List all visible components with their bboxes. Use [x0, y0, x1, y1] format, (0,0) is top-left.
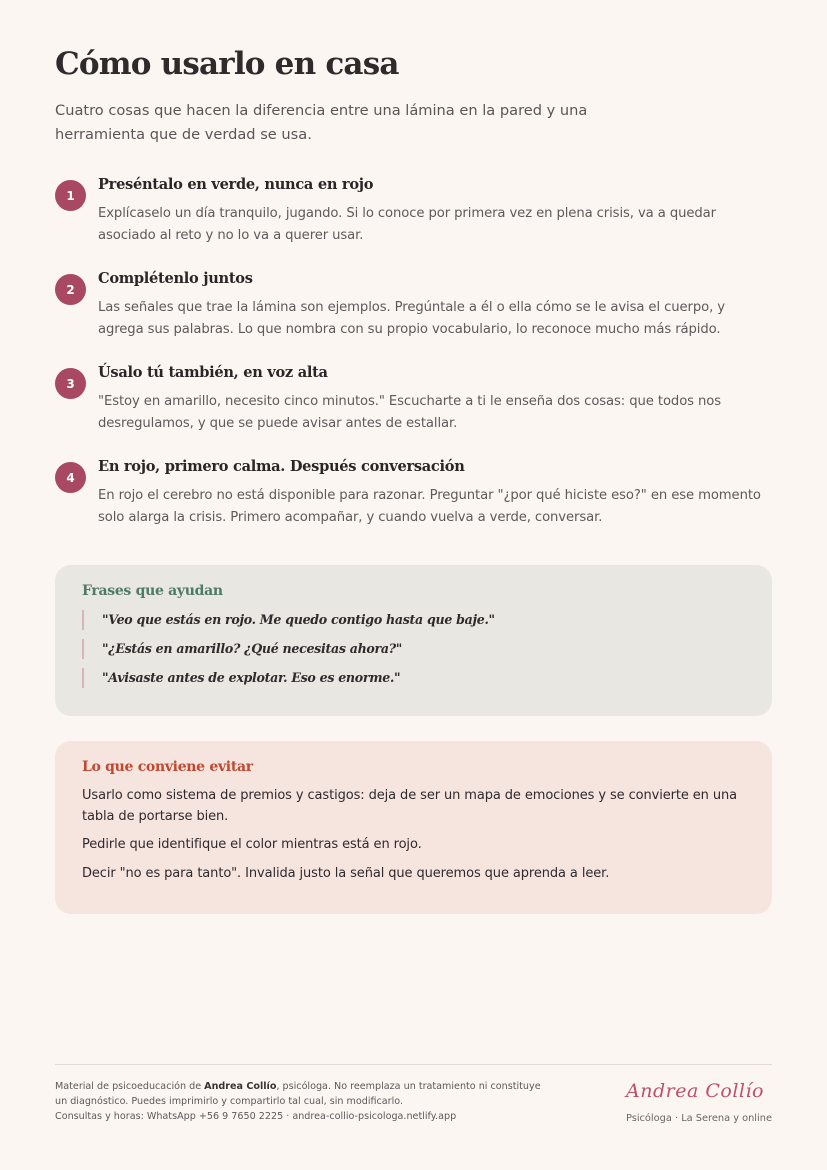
- phrase-quote: "¿Estás en amarillo? ¿Qué necesitas ahora?": [82, 639, 745, 659]
- step-item: [55, 270, 772, 364]
- footer-disclaimer: [55, 1079, 555, 1124]
- footer-contact: Consultas y horas: WhatsApp +56 9 7650 2225 · andrea-collio-psicologa.netlify.app: [55, 1111, 457, 1122]
- step-number-badge: 3: [55, 368, 86, 399]
- step-item: [55, 364, 772, 458]
- step-body: En rojo el cerebro no está disponible para razonar. Preguntar "¿por qué hiciste eso?" en ese momento solo alarga la crisis. Primero acompañar, y cuando vuelva a verde, conversar.: [98, 488, 761, 525]
- step-number-badge: 1: [55, 180, 86, 211]
- step-item: [55, 176, 772, 270]
- avoid-card: [55, 741, 772, 914]
- step-item: [55, 458, 772, 552]
- avoid-item: Pedirle que identifique el color mientras está en rojo.: [82, 837, 422, 852]
- helpful-phrases-card: [55, 565, 772, 716]
- step-body: Las señales que trae la lámina son ejemplos. Pregúntale a él o ella cómo se le avisa el cuerpo, y agrega sus palabras. Lo que nombra con su propio vocabulario, lo reconoce mucho más rápido.: [98, 300, 725, 337]
- footer-line-1: [55, 1079, 555, 1094]
- footer-text: , psicóloga. No reemplaza un tratamiento ni constituye: [276, 1081, 541, 1092]
- step-title: Complétenlo juntos: [98, 270, 253, 287]
- step-number-badge: 2: [55, 274, 86, 305]
- step-title: En rojo, primero calma. Después conversación: [98, 458, 465, 475]
- step-title: Úsalo tú también, en voz alta: [98, 364, 328, 381]
- page: [55, 0, 772, 1170]
- steps-list: [55, 176, 772, 552]
- avoid-item: Usarlo como sistema de premios y castigos: deja de ser un mapa de emociones y se convierte en una tabla de portarse bien.: [82, 788, 737, 824]
- footer-line-2: un diagnóstico. Puedes imprimirlo y compartirlo tal cual, sin modificarlo.: [55, 1096, 404, 1107]
- footer-divider: [55, 1064, 772, 1065]
- step-title: Preséntalo en verde, nunca en rojo: [98, 176, 374, 193]
- step-number-badge: 4: [55, 462, 86, 493]
- avoid-item: Decir "no es para tanto". Invalida justo la señal que queremos que aprenda a leer.: [82, 865, 610, 881]
- phrase-quote: "Veo que estás en rojo. Me quedo contigo hasta que baje.": [82, 610, 745, 630]
- footer-text: Material de psicoeducación de: [55, 1081, 205, 1092]
- step-body: Explícaselo un día tranquilo, jugando. Si lo conoce por primera vez en plena crisis, va a quedar asociado al reto y no lo va a querer usar.: [98, 206, 716, 243]
- page-title: Cómo usarlo en casa: [55, 46, 399, 82]
- signature: Andrea Collío: [626, 1080, 764, 1102]
- signature-subtitle: Psicóloga · La Serena y online: [625, 1113, 772, 1124]
- helpful-phrases-title: Frases que ayudan: [82, 583, 223, 599]
- avoid-title: Lo que conviene evitar: [82, 759, 253, 775]
- phrase-quote: "Avisaste antes de explotar. Eso es enorme.": [82, 668, 745, 688]
- intro-text: Cuatro cosas que hacen la diferencia entre una lámina en la pared y una herramienta que de verdad se usa.: [55, 102, 588, 143]
- footer-author: Andrea Collío: [204, 1081, 277, 1092]
- step-body: "Estoy en amarillo, necesito cinco minutos." Escucharte a ti le enseña dos cosas: que todos nos desregulamos, y que se puede avisar antes de estallar.: [98, 394, 722, 431]
